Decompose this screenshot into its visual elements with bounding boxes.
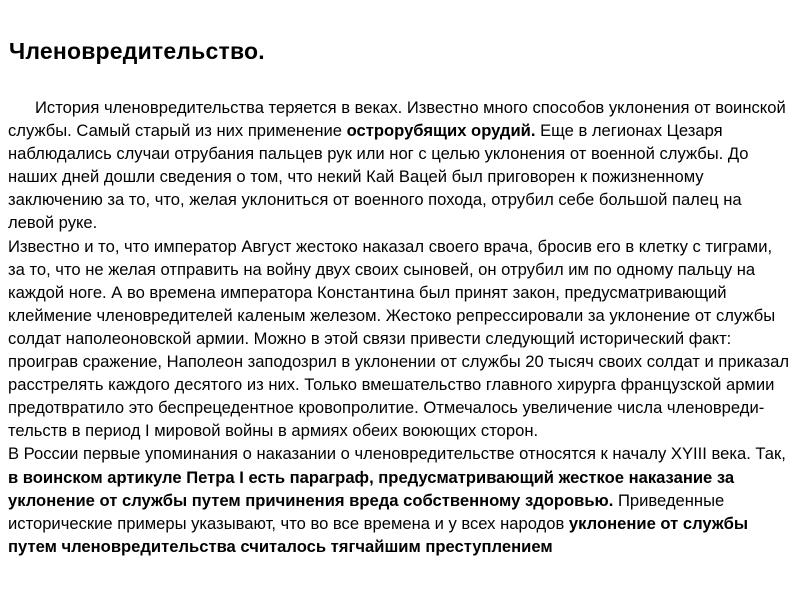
paragraph-1 xyxy=(8,96,790,235)
paragraph-text: Известно и то, что император Август жестоко наказал своего врача, бросив его в клетку с тиграми, за то, что не желая отправить на войну двух своих сыновей, он отрубил им по одному пальцу на каждой ноге. А во времена императора Константина был принят закон, предусматривающий клеймение членовредителей каленым железом. Жестоко репрессировали за уклонение от службы солдат наполеоновской армии. Можно в этой связи привести следующий исторический факт: проиграв сражение, Наполеон заподозрил в уклонении от службы 20 тысяч своих солдат и приказал расстрелять каждого десятого из них. Только вмешательство главного хирурга французской армии предотвратило это беспрецедентное кровопролитие. Отмечалось увеличение числа членовреди-тельств в период I мировой войны в армиях обеих воюющих сторон. xyxy=(8,236,790,441)
paragraph-text: В России первые упоминания о наказании о членовредительстве относятся к началу XYIII века. Так, xyxy=(8,444,786,464)
paragraph-3 xyxy=(8,442,790,557)
paragraph-text-bold: в воинском артикуле Петра I есть параграф, предусматривающий жесткое наказание за уклонение от службы путем причинения вреда собственному здоровью. xyxy=(8,467,735,510)
slide-body xyxy=(8,96,790,558)
paragraph-text-bold: острорубящих орудий. xyxy=(346,121,536,141)
paragraph-text-bold: уклонение от службы путем членовредительства считалось тягчайшим преступлением xyxy=(8,513,749,556)
paragraph-2 xyxy=(8,235,790,443)
paragraph-text: История членовредительства теряется в веках. Известно много способов уклонения от воинской службы. Самый старый из них применение xyxy=(8,98,786,141)
paragraph-text: Приведенные исторические примеры указывают, что во все времена и у всех народов xyxy=(8,490,725,533)
slide-title: Членовредительство. xyxy=(9,38,265,64)
paragraph-text: Еще в легионах Цезаря наблюдались случаи отрубания пальцев рук или ног с целью уклонения от военной службы. До наших дней дошли сведения о том, что некий Кай Вацей был приговорен к пожизненному заключению за то, что, желая уклониться от военного похода, отрубил себе большой палец на левой руке. xyxy=(8,121,749,233)
